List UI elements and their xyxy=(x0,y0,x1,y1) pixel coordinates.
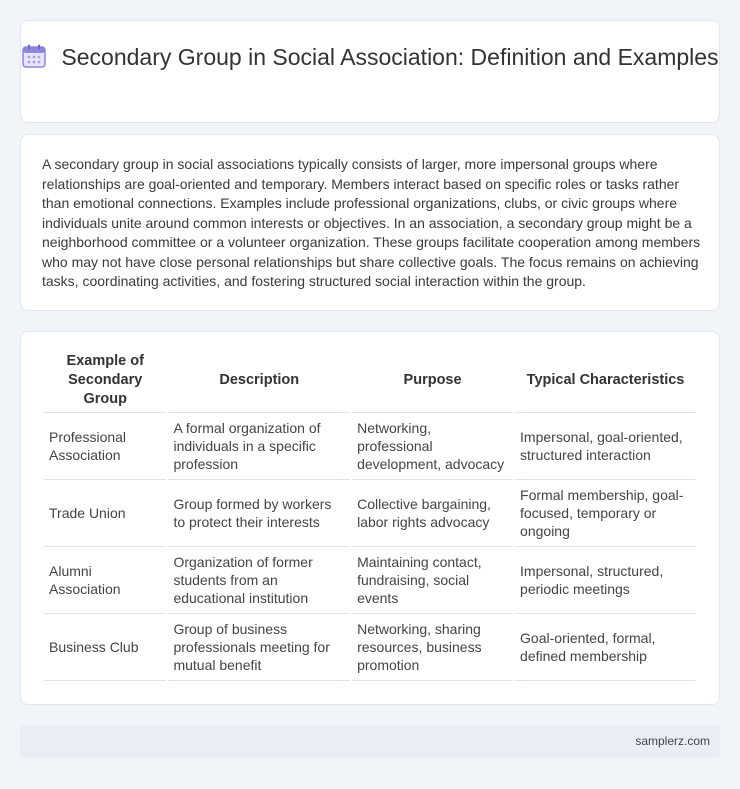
cell-purpose: Maintaining contact, fundraising, social events xyxy=(352,547,513,614)
header-description: Description xyxy=(168,349,350,413)
table-row xyxy=(44,413,696,480)
cell-example: Trade Union xyxy=(44,480,166,547)
cell-characteristics: Impersonal, goal-oriented, structured interaction xyxy=(515,413,696,480)
cell-example: Business Club xyxy=(44,614,166,681)
title-card xyxy=(20,20,720,123)
table-row xyxy=(44,614,696,681)
examples-table xyxy=(42,349,698,681)
header-purpose: Purpose xyxy=(352,349,513,413)
cell-description: Organization of former students from an educational institution xyxy=(168,547,350,614)
header-characteristics: Typical Characteristics xyxy=(515,349,696,413)
description-card xyxy=(20,134,720,311)
cell-example: Professional Association xyxy=(44,413,166,480)
calendar-icon xyxy=(21,43,47,69)
cell-characteristics: Goal-oriented, formal, defined membership xyxy=(515,614,696,681)
cell-description: Group of business professionals meeting for mutual benefit xyxy=(168,614,350,681)
cell-description: A formal organization of individuals in a specific profession xyxy=(168,413,350,480)
cell-purpose: Networking, professional development, advocacy xyxy=(352,413,513,480)
table-row xyxy=(44,480,696,547)
footer-site-link[interactable]: samplerz.com xyxy=(635,734,710,748)
table-row xyxy=(44,547,696,614)
cell-characteristics: Impersonal, structured, periodic meetings xyxy=(515,547,696,614)
description-paragraph: A secondary group in social associations typically consists of larger, more impersonal groups where relationships are goal-oriented and temporary. Members interact based on specific roles or tasks rather than emotional connections. Examples include professional organizations, clubs, or civic groups where individuals unite around common interests or objectives. In an association, a secondary group might be a neighborhood committee or a volunteer organization. These groups facilitate cooperation among members who may not have close personal relationships but share collective goals. The focus remains on achieving tasks, coordinating activities, and fostering structured social interaction within the group. xyxy=(42,156,701,289)
page-title-wrap xyxy=(21,43,719,72)
cell-example: Alumni Association xyxy=(44,547,166,614)
header-example: Example of Secondary Group xyxy=(44,349,166,413)
table-header-row xyxy=(44,349,696,413)
cell-description: Group formed by workers to protect their interests xyxy=(168,480,350,547)
cell-purpose: Networking, sharing resources, business promotion xyxy=(352,614,513,681)
footer-bar xyxy=(20,725,720,758)
cell-characteristics: Formal membership, goal-focused, temporary or ongoing xyxy=(515,480,696,547)
page-title: Secondary Group in Social Association: Definition and Examples xyxy=(61,44,719,70)
cell-purpose: Collective bargaining, labor rights advocacy xyxy=(352,480,513,547)
table-card xyxy=(20,331,720,705)
